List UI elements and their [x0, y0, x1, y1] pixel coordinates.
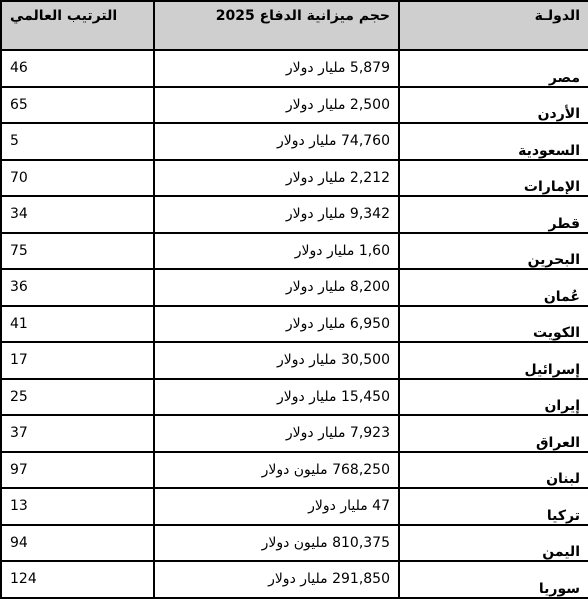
budget-cell [154, 561, 399, 598]
header-row [1, 1, 588, 50]
rank-cell: 13 [1, 488, 154, 525]
table-row [1, 233, 588, 270]
table-row [1, 379, 588, 416]
rank-cell: 94 [1, 525, 154, 562]
budget-cell [154, 123, 399, 160]
header-budget: حجم ميزانية الدفاع 2025 [154, 1, 399, 50]
budget-unit: مليار دولار [276, 388, 337, 405]
table-row [1, 452, 588, 489]
country-cell: مصر [399, 50, 588, 87]
rank-cell: 37 [1, 415, 154, 452]
rank-cell: 5 [1, 123, 154, 160]
budget-amount: 1,60 [358, 242, 390, 259]
budget-unit: مليون دولار [261, 461, 328, 478]
table-row [1, 196, 588, 233]
rank-cell: 17 [1, 342, 154, 379]
country-cell: اليمن [399, 525, 588, 562]
budget-unit: مليار دولار [285, 96, 346, 113]
budget-cell [154, 160, 399, 197]
budget-cell [154, 50, 399, 87]
country-cell: سوريا [399, 561, 588, 598]
country-cell: قطر [399, 196, 588, 233]
budget-unit: مليار دولار [285, 425, 346, 442]
budget-amount: 8,200 [349, 279, 390, 296]
budget-cell [154, 488, 399, 525]
budget-amount: 6,950 [349, 315, 390, 332]
budget-amount: 74,760 [341, 133, 390, 150]
budget-unit: مليار دولار [285, 206, 346, 223]
country-cell: إيران [399, 379, 588, 416]
budget-cell [154, 525, 399, 562]
budget-unit: مليار دولار [285, 169, 346, 186]
budget-amount: 2,500 [349, 96, 390, 113]
country-cell: الأردن [399, 87, 588, 124]
country-cell: لبنان [399, 452, 588, 489]
budget-amount: 5,879 [349, 60, 390, 77]
rank-cell: 36 [1, 269, 154, 306]
budget-cell [154, 306, 399, 343]
country-cell: الكويت [399, 306, 588, 343]
budget-unit: مليار دولار [285, 279, 346, 296]
table-row [1, 160, 588, 197]
rank-cell: 97 [1, 452, 154, 489]
budget-amount: 768,250 [332, 461, 390, 478]
table-row [1, 525, 588, 562]
table-row [1, 269, 588, 306]
table-row [1, 123, 588, 160]
rank-cell: 46 [1, 50, 154, 87]
budget-unit: مليار دولار [308, 498, 368, 515]
budget-amount: 15,450 [341, 388, 390, 405]
budget-amount: 30,500 [341, 352, 390, 369]
budget-cell [154, 379, 399, 416]
table-body [1, 50, 588, 598]
budget-unit: مليار دولار [285, 60, 346, 77]
table-row [1, 488, 588, 525]
table-row [1, 50, 588, 87]
header-country: الدولـة [399, 1, 588, 50]
table-row [1, 561, 588, 598]
budget-amount: 810,375 [332, 534, 390, 551]
country-cell: البحرين [399, 233, 588, 270]
budget-unit: مليار دولار [276, 133, 337, 150]
country-cell: السعودية [399, 123, 588, 160]
rank-cell: 75 [1, 233, 154, 270]
country-cell: عُمان [399, 269, 588, 306]
table-header [1, 1, 588, 50]
budget-amount: 2,212 [349, 169, 390, 186]
rank-cell: 70 [1, 160, 154, 197]
budget-cell [154, 196, 399, 233]
budget-amount: 7,923 [349, 425, 390, 442]
rank-cell: 25 [1, 379, 154, 416]
country-cell: العراق [399, 415, 588, 452]
budget-unit: مليار دولار [268, 571, 328, 588]
rank-cell: 65 [1, 87, 154, 124]
table-row [1, 306, 588, 343]
budget-amount: 291,850 [332, 571, 390, 588]
country-cell: تركيا [399, 488, 588, 525]
table-row [1, 87, 588, 124]
rank-cell: 41 [1, 306, 154, 343]
budget-cell [154, 269, 399, 306]
country-cell: إسرائيل [399, 342, 588, 379]
rank-cell: 34 [1, 196, 154, 233]
rank-cell: 124 [1, 561, 154, 598]
budget-cell [154, 233, 399, 270]
budget-cell [154, 87, 399, 124]
budget-amount: 47 [372, 498, 390, 515]
budget-cell [154, 452, 399, 489]
budget-cell [154, 415, 399, 452]
header-rank: الترتيب العالمي [1, 1, 154, 50]
table-row [1, 342, 588, 379]
budget-unit: مليار دولار [276, 352, 337, 369]
budget-unit: مليون دولار [261, 534, 328, 551]
budget-unit: مليار دولار [294, 242, 355, 259]
budget-amount: 9,342 [349, 206, 390, 223]
country-cell: الإمارات [399, 160, 588, 197]
table-row [1, 415, 588, 452]
budget-unit: مليار دولار [285, 315, 346, 332]
budget-cell [154, 342, 399, 379]
